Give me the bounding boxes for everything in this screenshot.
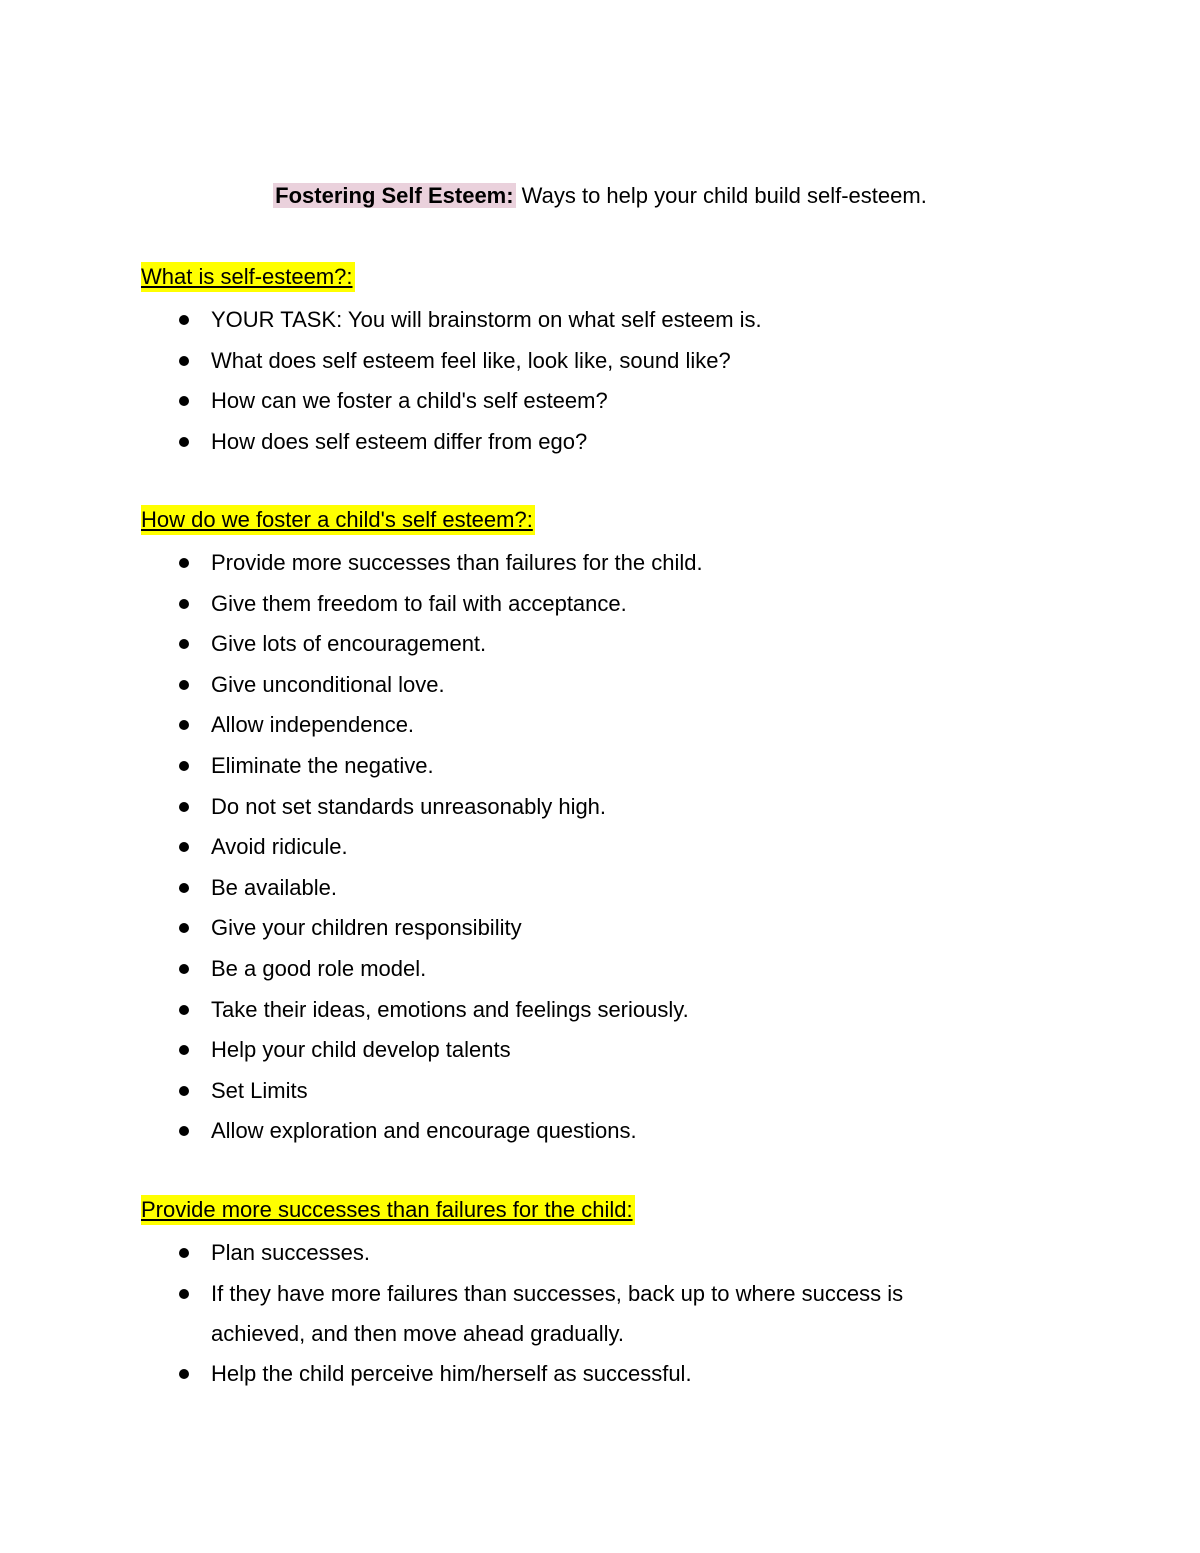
bullet-icon <box>179 315 189 325</box>
list-item-text: Take their ideas, emotions and feelings seriously. <box>211 996 689 1022</box>
list-item <box>141 1274 971 1354</box>
list-item <box>141 665 1141 706</box>
list-item-text: Be available. <box>211 874 337 900</box>
bullet-icon <box>179 1086 189 1096</box>
list-item <box>141 422 1141 463</box>
bullet-icon <box>179 802 189 812</box>
list-item <box>141 381 1141 422</box>
bullet-icon <box>179 761 189 771</box>
list-item <box>141 990 1141 1031</box>
list-item <box>141 1071 1141 1112</box>
bullet-list <box>141 300 1141 462</box>
list-item-text: How can we foster a child's self esteem? <box>211 388 608 414</box>
list-item-text: Provide more successes than failures for the child. <box>211 550 703 575</box>
bullet-icon <box>179 964 189 974</box>
title-subtitle: Ways to help your child build self-esteem. <box>515 183 927 208</box>
bullet-icon <box>179 1369 189 1379</box>
list-item-text: Give lots of encouragement. <box>211 631 487 657</box>
bullet-icon <box>179 720 189 730</box>
section-heading: Provide more successes than failures for the child: <box>141 1195 635 1225</box>
list-item-text: Be a good role model. <box>211 955 427 981</box>
bullet-icon <box>179 923 189 933</box>
bullet-icon <box>179 356 189 366</box>
list-item <box>141 543 1141 584</box>
bullet-icon <box>179 842 189 852</box>
list-item <box>141 300 1141 341</box>
list-item-text: What does self esteem feel like, look like, sound like? <box>211 347 731 373</box>
section-heading: How do we foster a child's self esteem?: <box>141 505 535 535</box>
bullet-icon <box>179 680 189 690</box>
list-item-text: Allow exploration and encourage questions. <box>211 1118 637 1144</box>
section-provide-successes <box>141 1195 1141 1394</box>
bullet-icon <box>179 1045 189 1055</box>
list-item-text: Help the child perceive him/herself as successful. <box>211 1360 692 1386</box>
list-item <box>141 1354 1141 1395</box>
bullet-list <box>141 543 1141 1152</box>
list-item <box>141 908 1141 949</box>
list-item-text: If they have more failures than successes, back up to where success is achieved, and then move ahead gradually. <box>211 1280 904 1346</box>
bullet-icon <box>179 1005 189 1015</box>
bullet-icon <box>179 599 189 609</box>
list-item <box>141 1111 1141 1152</box>
bullet-icon <box>179 396 189 406</box>
list-item <box>141 584 1141 625</box>
list-item-text: Give unconditional love. <box>211 671 445 697</box>
bullet-icon <box>179 883 189 893</box>
list-item-text: Do not set standards unreasonably high. <box>211 793 607 819</box>
bullet-list <box>141 1233 1141 1394</box>
bullet-icon <box>179 558 189 568</box>
list-item-text: Avoid ridicule. <box>211 834 348 860</box>
list-item <box>141 705 1141 746</box>
bullet-icon <box>179 1248 189 1258</box>
list-item-text: Give your children responsibility <box>211 915 522 941</box>
document-title <box>0 180 1200 212</box>
list-item <box>141 949 1141 990</box>
list-item-text: Give them freedom to fail with acceptance. <box>211 590 627 616</box>
list-item <box>141 787 1141 828</box>
list-item-text: Help your child develop talents <box>211 1037 511 1063</box>
section-heading: What is self-esteem?: <box>141 262 355 292</box>
bullet-icon <box>179 437 189 447</box>
list-item <box>141 746 1141 787</box>
title-bold: Fostering Self Esteem: <box>275 183 514 208</box>
list-item-text: Allow independence. <box>211 712 415 738</box>
bullet-icon <box>179 639 189 649</box>
list-item <box>141 341 1141 382</box>
list-item-text: Plan successes. <box>211 1240 370 1265</box>
section-how-to-foster <box>141 505 1141 1152</box>
list-item <box>141 868 1141 909</box>
list-item-text: Eliminate the negative. <box>211 752 434 778</box>
list-item-text: How does self esteem differ from ego? <box>211 428 588 454</box>
section-what-is-self-esteem <box>141 262 1141 462</box>
list-item-text: Set Limits <box>211 1077 308 1103</box>
list-item-text: YOUR TASK: You will brainstorm on what self esteem is. <box>211 307 762 332</box>
list-item <box>141 1030 1141 1071</box>
list-item <box>141 1233 1141 1274</box>
bullet-icon <box>179 1126 189 1136</box>
bullet-icon <box>179 1289 189 1299</box>
list-item <box>141 827 1141 868</box>
list-item <box>141 624 1141 665</box>
